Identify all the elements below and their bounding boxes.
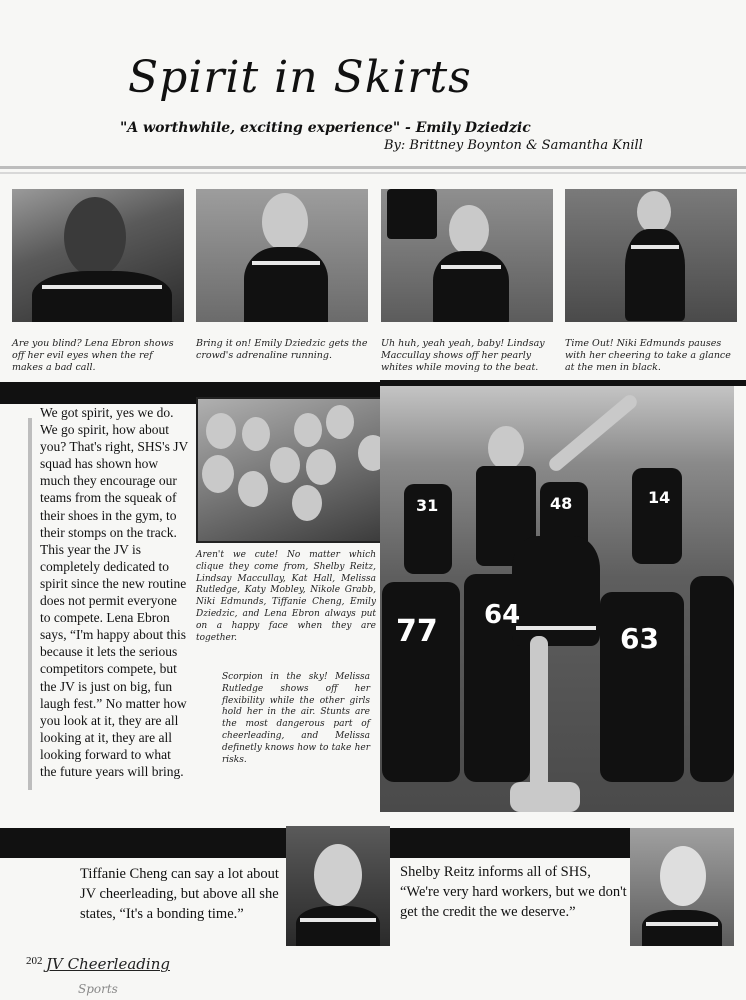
page-title: Spirit in Skirts: [128, 52, 472, 103]
cheerleader-body: [244, 247, 328, 322]
jersey-number: 77: [396, 614, 438, 649]
article-side-rule: [28, 418, 32, 790]
caption-niki-edmunds: Time Out! Niki Edmunds pauses with her cheering to take a glance at the men in black.: [565, 338, 731, 373]
uniform-stripe: [441, 265, 501, 269]
cheerleader-head: [449, 205, 489, 255]
flyer-leg: [546, 392, 639, 473]
header-divider-thin: [0, 172, 746, 174]
jersey-number: 14: [648, 488, 671, 507]
photo-lindsay-maccullay: [381, 189, 553, 322]
football-player: [600, 592, 684, 782]
photo-niki-edmunds: [565, 189, 737, 322]
pull-quote: "A worthwhile, exciting experience" - Emily Dziedzic: [120, 120, 531, 136]
jersey-number: 48: [550, 494, 573, 513]
face: [238, 471, 268, 507]
face: [292, 485, 322, 521]
section-subtitle: Sports: [78, 982, 118, 996]
cheerleader-head: [64, 197, 126, 277]
bottom-bar-right: [390, 828, 630, 858]
uniform-stripe: [646, 922, 718, 926]
face: [202, 455, 234, 493]
cheerleader-body: [433, 251, 509, 322]
quote-shelby-reitz: Shelby Reitz informs all of SHS, “We're very hard workers, but we don't get the credit the we deserve.”: [400, 864, 627, 920]
photo-shelby-reitz: [630, 828, 734, 946]
caption-lena-ebron: Are you blind? Lena Ebron shows off her evil eyes when the ref makes a bad call.: [12, 338, 174, 373]
page-number: 202: [26, 955, 43, 967]
football-player: [632, 468, 682, 564]
cheerleader-head: [262, 193, 308, 251]
face: [326, 405, 354, 439]
caption-group: Aren't we cute! No matter which clique they come from, Shelby Reitz, Lindsay Maccullay, Kat Hall, Melissa Rutledge, Katy Mobley, Nikole Grabb, Niki Edmunds, Tiffanie Cheng, Emily Dziedzic, and Lena Ebron always put on a happy face when they are together.: [196, 550, 376, 643]
cheerleader-head: [637, 191, 671, 233]
skirt-stripe: [516, 626, 596, 630]
bottom-bar-left: [0, 828, 286, 858]
photo-tiffanie-cheng: [286, 826, 390, 946]
face: [242, 417, 270, 451]
caption-emily-dziedzic: Bring it on! Emily Dziedzic gets the crowd's adrenaline running.: [196, 338, 368, 361]
byline: By: Brittney Boynton & Samantha Knill: [384, 138, 643, 153]
photo-scorpion-stunt: [380, 386, 734, 812]
section-title: JV Cheerleading: [46, 955, 170, 973]
jersey-number: 63: [620, 622, 659, 655]
cheerleader-body: [32, 271, 172, 322]
portrait-body: [296, 906, 380, 946]
face: [270, 447, 300, 483]
jersey-number: 31: [416, 496, 439, 515]
face: [306, 449, 336, 485]
photo-lena-ebron: [12, 189, 184, 322]
photo-emily-dziedzic: [196, 189, 368, 322]
caption-scorpion: Scorpion in the sky! Melissa Rutledge shows off her flexibility while the other girls hold her in the air. Stunts are the most dangerous part of cheerleading, and Melissa definetly knows how to take her risks.: [222, 672, 370, 765]
uniform-stripe: [300, 918, 376, 922]
header-divider: [0, 166, 746, 169]
caption-lindsay-maccullay: Uh huh, yeah yeah, baby! Lindsay Maccullay shows off her pearly whites while moving to the beat.: [381, 338, 545, 373]
portrait-face: [314, 844, 362, 906]
jersey-number: 64: [484, 600, 521, 630]
face: [294, 413, 322, 447]
uniform-stripe: [252, 261, 320, 265]
base-hands: [510, 782, 580, 812]
quote-tiffanie-cheng: Tiffanie Cheng can say a lot about JV cheerleading, but above all she states, “It's a bonding time.”: [80, 866, 279, 922]
football-player: [690, 576, 734, 782]
football-player: [382, 582, 460, 782]
photo-group: [196, 397, 392, 543]
background-player: [387, 189, 437, 239]
portrait-face: [660, 846, 706, 906]
flyer-leg: [530, 636, 548, 796]
cheerleader-body: [625, 229, 685, 321]
portrait-body: [642, 910, 722, 946]
face: [206, 413, 236, 449]
article-body: We got spirit, yes we do. We go spirit, how about you? That's right, SHS's JV squad has shown how much they encourage our teams from the squeak of their shoes in the gym, to their stomps on the track. This year the JV is completely dedicated to spirit since the new routine does not permit everyone to compete. Lena Ebron says, “I'm happy about this because it lets the serious competitors compete, but the JV is just on big, fun laugh fest.” No matter how you look at it, they are all looking at it, they are all looking forward to what the future years will bring.: [40, 405, 189, 779]
flyer-head: [488, 426, 524, 470]
uniform-stripe: [42, 285, 162, 289]
uniform-stripe: [631, 245, 679, 249]
